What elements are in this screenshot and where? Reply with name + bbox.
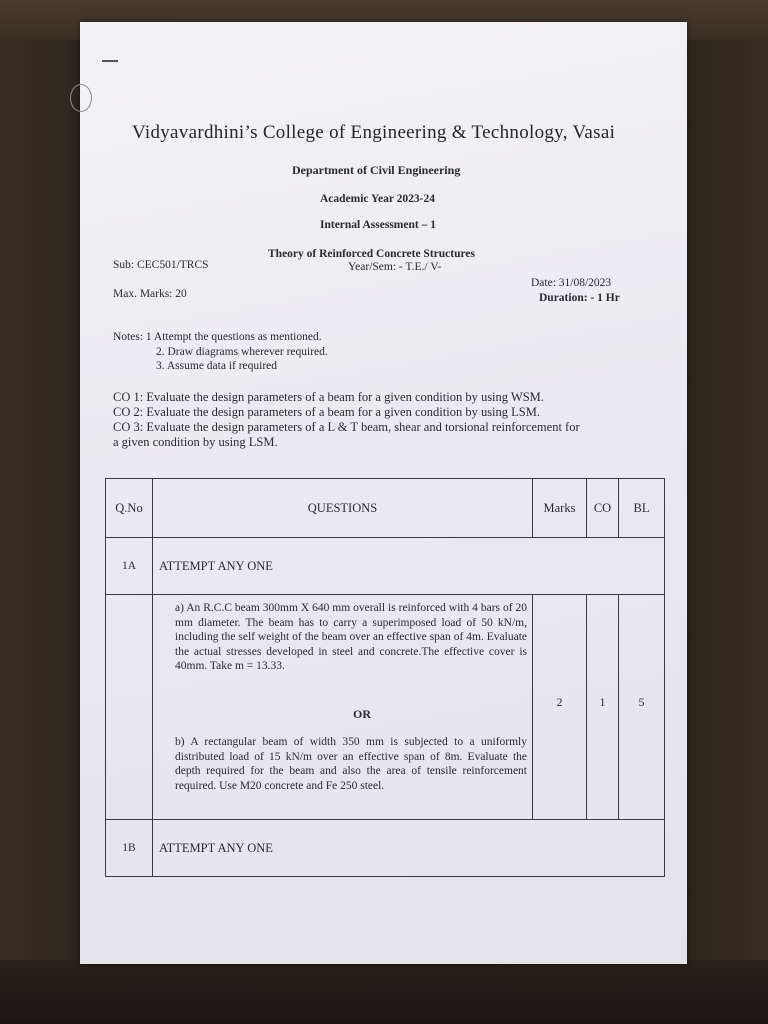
course-outcome-3-cont: a given condition by using LSM. [113,435,278,449]
section-1b-label: ATTEMPT ANY ONE [153,820,665,877]
subject-title: Theory of Reinforced Concrete Structures [268,248,475,260]
table-header-row [106,479,665,538]
or-separator: OR [353,707,371,721]
marks-value: 2 [533,595,587,820]
bl-value: 5 [619,595,665,820]
course-outcome-2: CO 2: Evaluate the design parameters of a beam for a given condition by using LSM. [113,405,540,419]
punch-hole [70,84,92,112]
note-1: Notes: 1 Attempt the questions as mentioned. [113,331,322,343]
header-marks: Marks [533,479,587,538]
question-row [106,595,665,820]
question-body [153,595,533,820]
course-outcome-3: CO 3: Evaluate the design parameters of a L & T beam, shear and torsional reinforcement for [113,420,580,434]
header-questions: QUESTIONS [153,479,533,538]
max-marks: Max. Marks: 20 [113,288,187,300]
qno-empty [106,595,153,820]
background-left [0,0,82,1024]
question-b: b) A rectangular beam of width 350 mm is subjected to a uniformly distributed load of 15 kN/m over an effective span of 8m. Evaluate the depth required for the beam and also the area of tensile reinforcement required. Use M20 concrete and Fe 250 steel. [175,736,527,792]
background-right [686,0,768,1024]
section-1a-row [106,538,665,595]
section-1b-row [106,820,665,877]
course-outcome-1: CO 1: Evaluate the design parameters of a beam for a given condition by using WSM. [113,390,544,404]
background-bottom [0,960,768,1024]
questions-table [105,478,665,877]
exam-date: Date: 31/08/2023 [531,277,612,289]
year-sem: Year/Sem: - T.E./ V- [348,261,442,273]
note-2: 2. Draw diagrams wherever required. [156,346,328,358]
pen-mark [102,60,118,62]
assessment-title: Internal Assessment – 1 [320,219,436,231]
header-bl: BL [619,479,665,538]
college-name: Vidyavardhini’s College of Engineering & Technology, Vasai [132,122,616,143]
exam-paper [80,22,687,964]
department: Department of Civil Engineering [292,163,461,177]
duration: Duration: - 1 Hr [539,292,620,304]
subject-code: Sub: CEC501/TRCS [113,259,209,271]
question-a: a) An R.C.C beam 300mm X 640 mm overall is reinforced with 4 bars of 20 mm diameter. The beam has to carry a superimposed load of 50 kN/m, including the self weight of the beam over an effective span of 4m. Evaluate the actual stresses developed in steel and concrete.The effective cover is 40mm. Take m = 13.33. [175,602,527,673]
header-co: CO [587,479,619,538]
qno-1b: 1B [106,820,153,877]
header-qno: Q.No [106,479,153,538]
academic-year: Academic Year 2023-24 [320,193,435,205]
note-3: 3. Assume data if required [156,360,278,372]
co-value: 1 [587,595,619,820]
section-1a-label: ATTEMPT ANY ONE [153,538,665,595]
qno-1a: 1A [106,538,153,595]
